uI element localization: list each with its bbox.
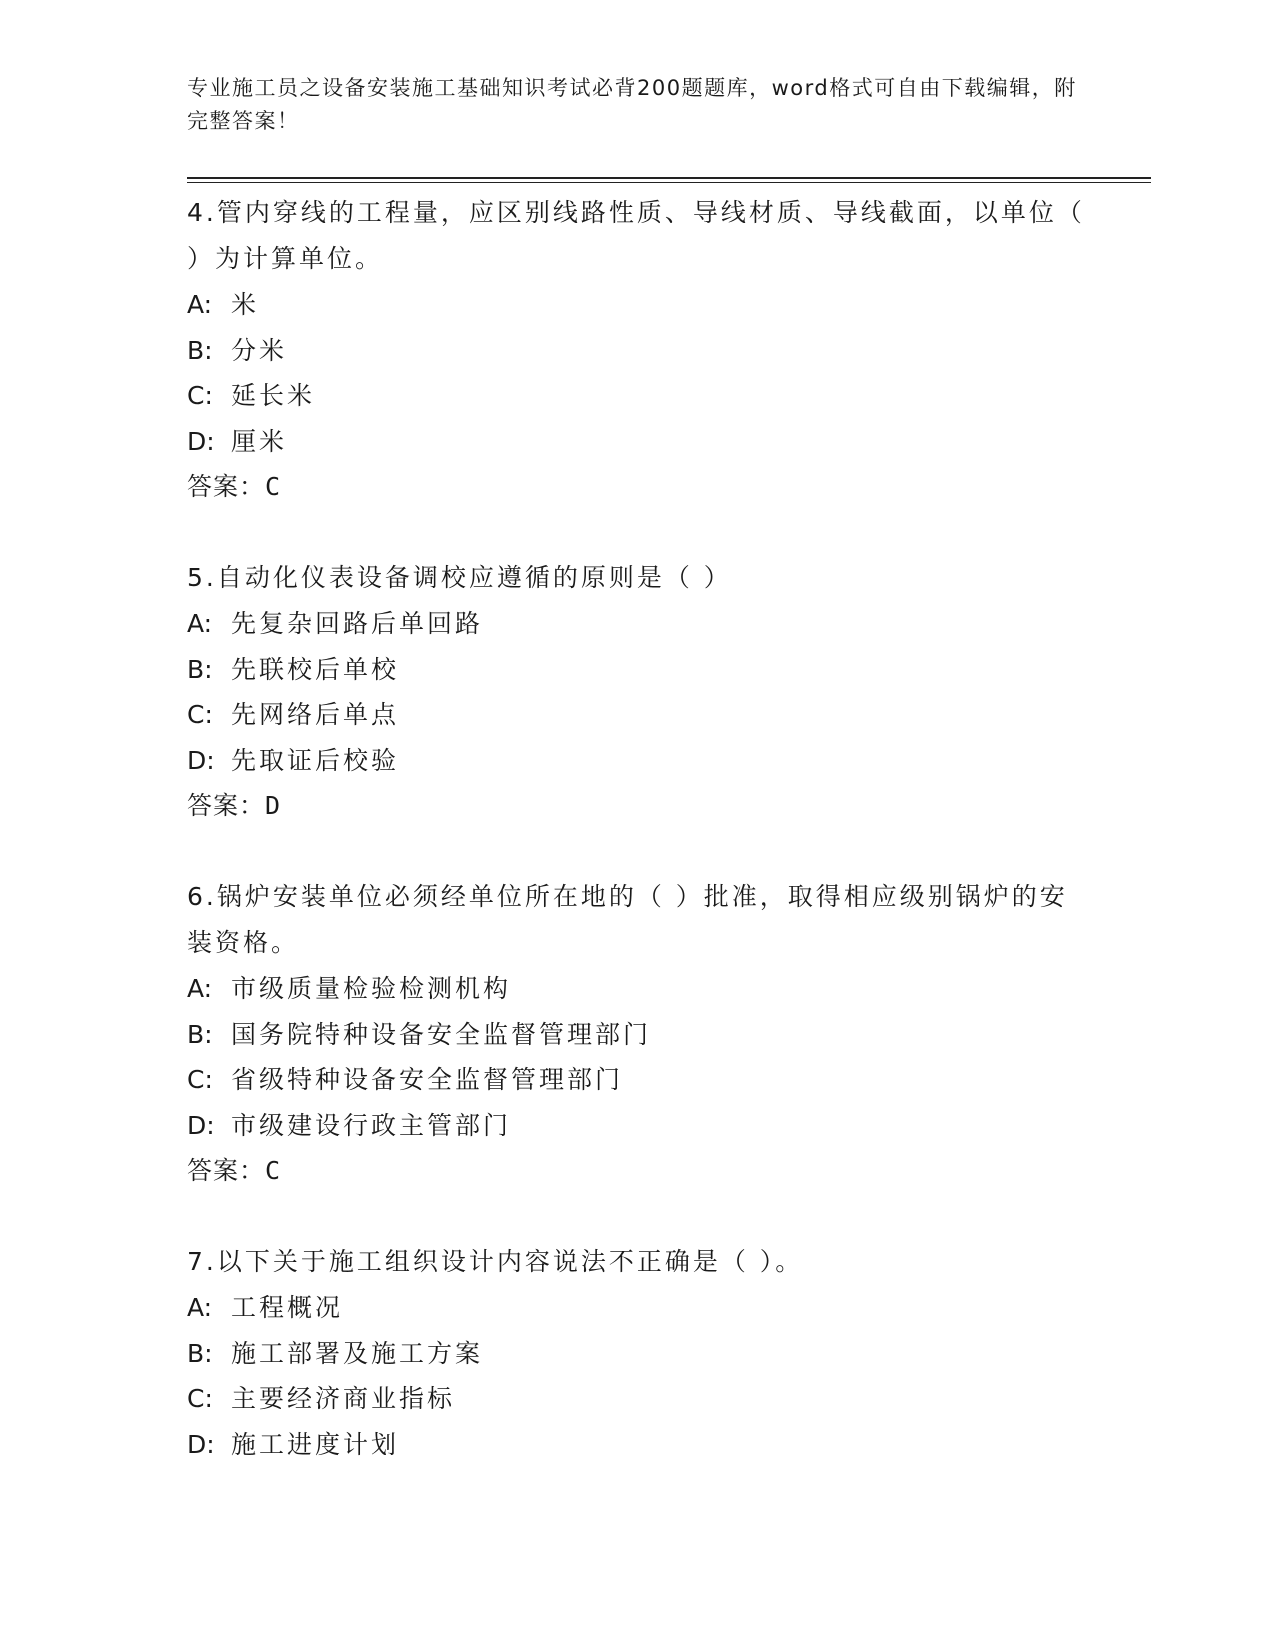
option-text: 延长米 — [231, 381, 316, 410]
option-letter: A: — [187, 1293, 213, 1322]
option-text: 市级建设行政主管部门 — [231, 1110, 512, 1140]
option-letter: D: — [187, 426, 215, 456]
option-text: 国务院特种设备安全监督管理部门 — [231, 1019, 652, 1049]
option-text: 施工部署及施工方案 — [231, 1338, 484, 1368]
option-text: 米 — [231, 290, 260, 319]
question-6 — [187, 874, 1087, 1194]
header-rule-thin — [187, 182, 1151, 183]
option-d — [187, 1422, 1087, 1468]
question-5 — [187, 555, 1087, 829]
option-text: 先网络后单点 — [231, 700, 400, 729]
option-letter: C: — [187, 1065, 213, 1094]
option-c — [187, 1376, 1087, 1422]
question-4 — [187, 190, 1087, 510]
option-letter: D: — [187, 1429, 215, 1459]
option-letter: C: — [187, 381, 213, 410]
answer-label: 答案： — [187, 791, 266, 820]
option-a — [187, 966, 1087, 1012]
option-a — [187, 1285, 1087, 1331]
question-7 — [187, 1239, 1087, 1467]
option-a — [187, 601, 1087, 647]
answer-value: C — [265, 1156, 282, 1185]
answer-line — [187, 464, 1087, 510]
option-letter: D: — [187, 745, 215, 775]
question-stem: 7.以下关于施工组织设计内容说法不正确是（ ）。 — [187, 1247, 804, 1276]
option-letter: A: — [187, 974, 213, 1003]
option-letter: B: — [187, 1019, 213, 1049]
option-letter: B: — [187, 335, 213, 365]
option-letter: C: — [187, 700, 213, 729]
option-c — [187, 692, 1087, 738]
option-text: 市级质量检验检测机构 — [231, 974, 512, 1003]
option-letter: C: — [187, 1384, 213, 1413]
question-stem: 4.管内穿线的工程量，应区别线路性质、导线材质、导线截面，以单位（ ）为计算单位。 — [187, 198, 1085, 273]
option-letter: A: — [187, 290, 213, 319]
option-letter: A: — [187, 609, 213, 638]
option-text: 施工进度计划 — [231, 1429, 400, 1459]
option-text: 厘米 — [231, 426, 288, 456]
option-text: 分米 — [231, 335, 288, 365]
option-a — [187, 282, 1087, 328]
option-text: 主要经济商业指标 — [231, 1384, 456, 1413]
option-text: 先取证后校验 — [231, 745, 400, 775]
option-d — [187, 738, 1087, 784]
header-rule-thick — [187, 177, 1151, 179]
question-stem: 5.自动化仪表设备调校应遵循的原则是（ ） — [187, 563, 732, 592]
question-list — [187, 190, 1087, 1512]
option-d — [187, 1103, 1087, 1149]
option-c — [187, 373, 1087, 419]
option-b — [187, 1012, 1087, 1058]
option-b — [187, 647, 1087, 693]
option-text: 工程概况 — [231, 1293, 344, 1322]
answer-line — [187, 1148, 1087, 1194]
answer-value: C — [265, 472, 282, 501]
question-stem: 6.锅炉安装单位必须经单位所在地的（ ）批准，取得相应级别锅炉的安装资格。 — [187, 882, 1068, 957]
option-b — [187, 1331, 1087, 1377]
answer-line — [187, 783, 1087, 829]
option-text: 先复杂回路后单回路 — [231, 609, 484, 638]
option-c — [187, 1057, 1087, 1103]
option-text: 省级特种设备安全监督管理部门 — [231, 1065, 624, 1094]
answer-label: 答案： — [187, 1156, 266, 1185]
document-header: 专业施工员之设备安装施工基础知识考试必背200题题库，word格式可自由下载编辑，附完整答案！ — [187, 76, 1077, 133]
option-b — [187, 328, 1087, 374]
option-d — [187, 419, 1087, 465]
option-letter: D: — [187, 1110, 215, 1140]
answer-label: 答案： — [187, 472, 266, 501]
option-letter: B: — [187, 1338, 213, 1368]
option-text: 先联校后单校 — [231, 654, 400, 684]
answer-value: D — [265, 791, 282, 820]
option-letter: B: — [187, 654, 213, 684]
